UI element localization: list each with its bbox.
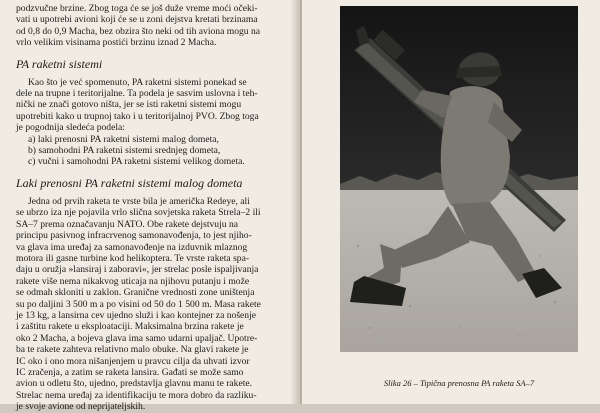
figure-caption: Slika 26 – Tipična prenosna PA raketa SA–7 <box>383 378 535 388</box>
paragraph-redeye-strela: Jedna od prvih raketa te vrste bila je američka Redeye, ali se ubrzo iza nje pojavila vrlo slična sovjetska raketa Strela–2 ili SA–7 prema označavanju NATO. Obe rakete dejstvuju na principu pasivnog infracrvenog samonavođenja, to jest njiho- va glava ima uređaj za samonavođenje na izduvnik mlaznog motora ili gasne turbine kod helikoptera. Te vrste raketa spa- daju u oružja »lansiraj i zaboravi«, jer strelac posle ispaljivanja rakete više nema nikakvog uticaja na njihovu putanju i može se odmah skloniti u zaklon. Granične vrednosti zone uništenja su po daljini 3 500 m a po visini od 50 do 1 500 m. Masa rakete je 13 kg, a lansirna cev ujedno služi i kao kontejner za nošenje i zaštitu rakete u eksploataciji. Maksimalna brzina rakete je oko 2 Macha, a bojeva glava ima samo udarni upaljač. Upotre- ba te rakete zahteva relativno malo obuke. Na glavi rakete je IC oko i ono mora nišanjenjem u pravcu cilja da uhvati izvor IC zračenja, a zatim se raketa lansira. Gađati se može samo avion u odletu što, ujedno, predstavlja glavnu manu te rakete. Strelac nema uređaj za identifikaciju te mora dobro da razliku- je svoje avione od neprijateljskih. <box>16 195 261 413</box>
left-text-column <box>16 3 280 413</box>
classification-list <box>16 134 280 168</box>
soldier-firing-sa7-photo <box>340 6 578 352</box>
paragraph-classification: Kao što je već spomenuto, PA raketni sistemi ponekad se dele na trupne i teritorijalne. Ta podela je sasvim uslovna i teh- nički ne znači gotovo ništa, jer se isti raketni sistemi mogu upotrebiti kako u trupnoj tako i u teritorijalnoj PVO. Zbog toga je pogodnija sledeća podela: <box>16 76 259 134</box>
list-item: a) laki prenosni PA raketni sistemi malog dometa, <box>28 133 219 145</box>
left-page <box>0 0 298 413</box>
list-item: c) vučni i samohodni PA raketni sistemi velikog dometa. <box>28 156 245 168</box>
list-item: b) samohodni PA raketni sistemi srednjeg dometa, <box>28 145 221 157</box>
section-heading-laki-prenosni: Laki prenosni PA raketni sistemi malog dometa <box>16 175 243 190</box>
intro-paragraph: podzvučne brzine. Zbog toga će se još duže vreme moći očeki- vati u upotrebi avioni koji će se u zoni dejstva kretati brzinama od 0,8 do 0,9 Macha, bez obzira što neki od tih aviona mogu na vrlo velikim visinama postići brzinu iznad 2 Macha. <box>16 3 261 49</box>
section-heading-pa-raketni-sistemi: PA raketni sistemi <box>16 56 103 71</box>
